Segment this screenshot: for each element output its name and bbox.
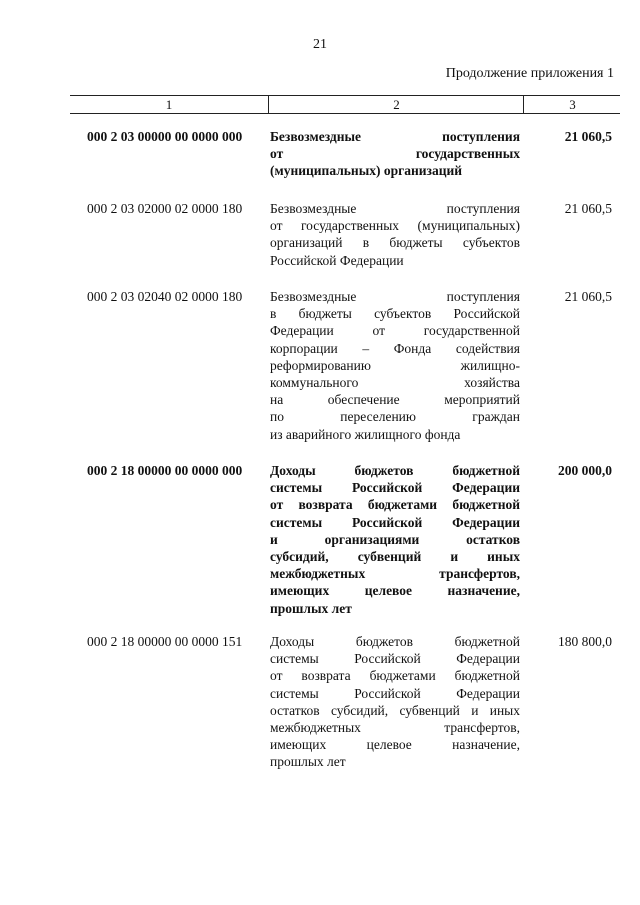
description-line: реформированию жилищно-: [270, 357, 520, 373]
page-number: 21: [313, 37, 327, 52]
description-line: по переселению граждан: [270, 409, 520, 425]
description-line: от возврата бюджетами бюджетной: [270, 497, 520, 513]
description-line: Российской Федерации: [270, 252, 404, 268]
description-line: в бюджеты субъектов Российской: [270, 306, 520, 322]
amount-value: 180 800,0: [558, 634, 612, 649]
amount-value: 21 060,5: [564, 129, 612, 144]
description-line: и организациями остатков: [270, 531, 520, 547]
header-column-3: 3: [523, 96, 621, 113]
table-header-row: [70, 95, 620, 114]
income-description: [270, 288, 520, 443]
header-column-1: 1: [165, 97, 173, 112]
description-line: от государственных (муниципальных): [270, 218, 520, 234]
description-line: Безвозмездные поступления: [270, 201, 520, 216]
description-line: от возврата бюджетами бюджетной: [270, 668, 520, 684]
description-line: от государственных: [270, 146, 520, 162]
description-line: прошлых лет: [270, 600, 352, 616]
budget-classification-code: 000 2 03 00000 00 0000 000: [87, 129, 243, 144]
description-line: системы Российской Федерации: [270, 685, 520, 701]
description-line: Безвозмездные поступления: [270, 289, 520, 304]
description-line: системы Российской Федерации: [270, 480, 520, 496]
description-line: из аварийного жилищного фонда: [270, 426, 461, 442]
description-line: системы Российской Федерации: [270, 651, 520, 667]
amount-value: 21 060,5: [564, 289, 612, 304]
amount-value: 200 000,0: [558, 463, 612, 478]
budget-classification-code: 000 2 03 02000 02 0000 180: [87, 201, 243, 216]
description-line: коммунального хозяйства: [270, 375, 520, 391]
income-description: [270, 462, 520, 617]
description-line: имеющих целевое назначение,: [270, 583, 520, 599]
continuation-heading: Продолжение приложения 1: [445, 66, 614, 81]
description-line: Федерации от государственной: [270, 323, 520, 339]
description-line: системы Российской Федерации: [270, 514, 520, 530]
description-line: организаций в бюджеты субъектов: [270, 235, 520, 251]
description-line: имеющих целевое назначение,: [270, 737, 520, 753]
description-line: субсидий, субвенций и иных: [270, 549, 520, 565]
description-line: межбюджетных трансфертов,: [270, 566, 520, 582]
description-line: остатков субсидий, субвенций и иных: [270, 702, 520, 718]
budget-classification-code: 000 2 18 00000 00 0000 151: [87, 634, 243, 649]
amount-value: 21 060,5: [564, 201, 612, 216]
header-column-2: 2: [268, 96, 524, 113]
budget-classification-code: 000 2 18 00000 00 0000 000: [87, 463, 243, 478]
description-line: Безвозмездные поступления: [270, 129, 520, 144]
income-description: [270, 128, 520, 180]
description-line: прошлых лет: [270, 754, 346, 770]
description-line: корпорации – Фонда содействия: [270, 340, 520, 356]
description-line: Доходы бюджетов бюджетной: [270, 463, 520, 478]
description-line: межбюджетных трансфертов,: [270, 720, 520, 736]
income-description: [270, 200, 520, 269]
description-line: (муниципальных) организаций: [270, 163, 463, 179]
income-description: [270, 633, 520, 771]
budget-classification-code: 000 2 03 02040 02 0000 180: [87, 289, 243, 304]
description-line: Доходы бюджетов бюджетной: [270, 634, 520, 649]
description-line: на обеспечение мероприятий: [270, 392, 520, 408]
